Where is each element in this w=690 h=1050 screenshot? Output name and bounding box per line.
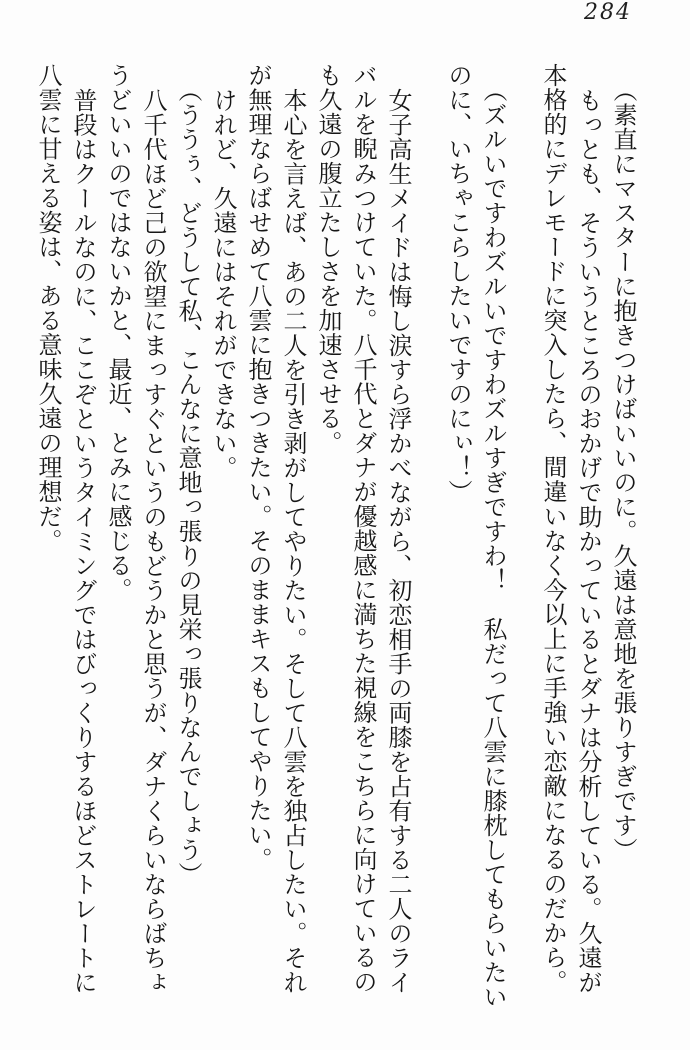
text-line: も久遠の腹立たしさを加速させる。	[314, 63, 342, 455]
text-line: が無理ならばせめて八雲に抱きつきたい。そのままキスもしてやりたい。	[244, 63, 272, 872]
text-line: 本心を言えば、あの二人を引き剥がしてやりたい。そして八雲を独占したい。それ	[279, 87, 307, 994]
text-line: 女子高生メイドは悔し涙すら浮かべながら、初恋相手の両膝を占有する二人のライ	[384, 87, 412, 994]
text-line: 八千代ほど己の欲望にまっすぐというのもどうかと思うが、ダナくらいならばちょ	[139, 87, 167, 994]
text-line: バルを睨みつけていた。八千代とダナが優越感に満ちた視線をこちらに向けているの	[349, 63, 377, 994]
text-line: 普段はクールなのに、ここぞというタイミングではびっくりするほどストレートに	[69, 87, 97, 994]
text-line: 八雲に甘える姿は、ある意味久遠の理想だ。	[34, 63, 62, 553]
page-number: 284	[584, 0, 632, 25]
text-block	[30, 63, 640, 1009]
text-line: けれど、久遠にはそれができない。	[209, 87, 237, 480]
text-line: （素直にマスターに抱きつけばいいのに。久遠は意地を張りすぎです）	[609, 78, 637, 862]
text-line: （ううぅ、どうして私、こんなに意地っ張りの見栄っ張りなんでしょう）	[174, 78, 202, 887]
text-line: のに、いちゃこらしたいですのにぃ！）	[444, 63, 472, 504]
text-line: うどいいのではないかと、最近、とみに感じる。	[104, 63, 132, 602]
text-line: もっとも、そういうところのおかげで助かっているとダナは分析している。久遠が	[574, 87, 602, 994]
text-line: 本格的にデレモードに突入したら、間違いなく今以上に手強い恋敵になるのだから。	[539, 63, 567, 994]
text-line: （ズルいですわズルいですわズルすぎですわ！ 私だって八雲に膝枕してもらいたい	[479, 78, 507, 1009]
